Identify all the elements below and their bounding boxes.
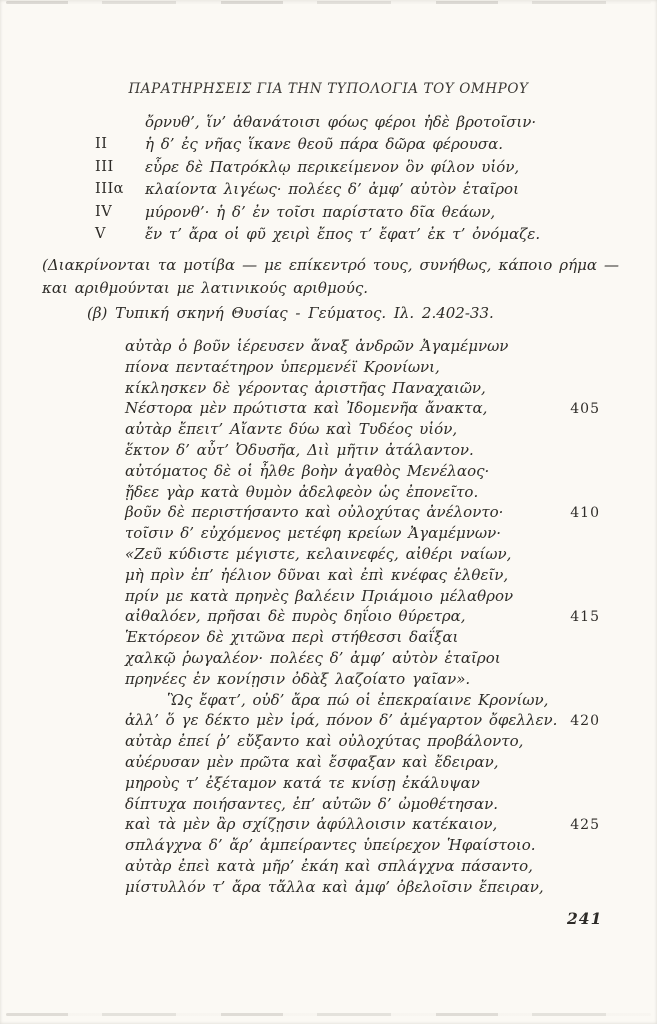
- verse-text: ἀλλ’ ὅ γε δέκτο μὲν ἱρά, πόνον δ’ ἀμέγαρτον ὄφελλεν.: [125, 711, 558, 730]
- verse-text: τοῖσιν δ’ εὐχόμενος μετέφη κρείων Ἀγαμέμνων·: [125, 524, 502, 543]
- verse-line: [125, 648, 600, 669]
- motif-verse-row: [95, 178, 595, 200]
- verse-line: [125, 773, 600, 794]
- motif-verse-text: εὗρε δὲ Πατρόκλῳ περικείμενον ὃν φίλον υἱόν,: [145, 157, 520, 176]
- verse-line: [125, 398, 600, 419]
- editorial-note: (Διακρίνονται τα μοτίβα — με επίκεντρό τους, συνήθως, κάποιο ρήμα — και αριθμούνται με λατινικούς αριθμούς.: [42, 256, 619, 297]
- verse-line: [125, 752, 600, 773]
- motif-label: III: [95, 158, 114, 175]
- verse-text: «Ζεῦ κύδιστε μέγιστε, κελαινεφές, αἰθέρι ναίων,: [125, 544, 512, 563]
- motif-label: [95, 111, 145, 133]
- verse-line: [125, 856, 600, 877]
- verse-text: σπλάγχνα δ’ ἄρ’ ἀμπείραντες ὑπείρεχον Ἡφαίστοιο.: [125, 836, 536, 855]
- motif-verse-block: [95, 111, 595, 245]
- verse-text: κίκλησκεν δὲ γέροντας ἀριστῆας Παναχαιῶν,: [125, 378, 486, 397]
- iliad-passage: [125, 336, 600, 898]
- motif-label: V: [95, 226, 106, 243]
- verse-line: [125, 606, 600, 627]
- verse-line-number: 405: [570, 401, 600, 418]
- verse-text: πρίν με κατὰ πρηνὲς βαλέειν Πριάμοιο μέλαθρον: [125, 586, 514, 605]
- verse-line: [125, 794, 600, 815]
- verse-line: [125, 523, 600, 544]
- verse-line: [125, 482, 600, 503]
- verse-text: πίονα πενταέτηρον ὑπερμενέϊ Κρονίωνι,: [125, 357, 440, 376]
- verse-text: βοῦν δὲ περιστήσαντο καὶ οὐλοχύτας ἀνέλοντο·: [125, 503, 504, 522]
- verse-line: [125, 835, 600, 856]
- motif-verse-row: [95, 111, 595, 133]
- verse-line-number: 425: [570, 817, 600, 834]
- verse-line: [125, 544, 600, 565]
- verse-line: [125, 731, 600, 752]
- verse-text: αὐέρυσαν μὲν πρῶτα καὶ ἔσφαξαν καὶ ἔδειραν,: [125, 752, 499, 771]
- motif-label: IIIα: [95, 181, 124, 198]
- verse-text: μηροὺς τ’ ἐξέταμον κατά τε κνίσῃ ἐκάλυψαν: [125, 773, 480, 792]
- verse-text: μίστυλλόν τ’ ἄρα τἄλλα καὶ ἀμφ’ ὀβελοῖσιν ἔπειραν,: [125, 877, 544, 896]
- verse-text: Ἑκτόρεον δὲ χιτῶνα περὶ στήθεσσι δαΐξαι: [125, 628, 459, 647]
- verse-text: καὶ τὰ μὲν ἂρ σχίζῃσιν ἀφύλλοισιν κατέκαιον,: [125, 815, 498, 834]
- motif-verse-text: ἡ δ’ ἐς νῆας ἵκανε θεοῦ πάρα δῶρα φέρουσα.: [145, 135, 504, 154]
- verse-text: πρηνέες ἐν κονίῃσιν ὀδὰξ λαζοίατο γαῖαν».: [125, 669, 471, 688]
- motif-verse-text: ὄρνυθ’, ἵν’ ἀθανάτοισι φόως φέροι ἠδὲ βροτοῖσιν·: [145, 113, 537, 131]
- verse-text: ἕκτον δ’ αὖτ’ Ὀδυσῆα, Διὶ μῆτιν ἀτάλαντον.: [125, 440, 474, 459]
- verse-line: [125, 502, 600, 523]
- running-header: ΠΑΡΑΤΗΡΗΣΕΙΣ ΓΙΑ ΤΗΝ ΤΥΠΟΛΟΓΙΑ ΤΟΥ ΟΜΗΡΟΥ: [128, 81, 529, 97]
- verse-line: [125, 627, 600, 648]
- verse-line: [125, 710, 600, 731]
- verse-line: [125, 461, 600, 482]
- verse-text: αἰθαλόεν, πρῆσαι δὲ πυρὸς δηΐοιο θύρετρα,: [125, 607, 466, 626]
- verse-line: [125, 814, 600, 835]
- motif-verse-text: ἔν τ’ ἄρα οἱ φῦ χειρὶ ἔπος τ’ ἔφατ’ ἐκ τ’ ὀνόμαζε.: [145, 225, 541, 244]
- verse-line-number: 410: [570, 505, 600, 522]
- verse-line: [125, 586, 600, 607]
- motif-label: II: [95, 136, 108, 153]
- verse-text: αὐτὰρ ὁ βοῦν ἱέρευσεν ἄναξ ἀνδρῶν Ἀγαμέμνων: [125, 337, 509, 355]
- scan-edge-bottom: [6, 1013, 651, 1016]
- verse-text: αὐτὰρ ἔπειτ’ Αἴαντε δύω καὶ Τυδέος υἱόν,: [125, 420, 458, 439]
- verse-text: δίπτυχα ποιήσαντες, ἐπ’ αὐτῶν δ’ ὠμοθέτησαν.: [125, 794, 499, 813]
- verse-line: [125, 669, 600, 690]
- motif-verse-row: [95, 223, 595, 245]
- verse-text: χαλκῷ ῥωγαλέον· πολέες δ’ ἀμφ’ αὐτὸν ἑταῖροι: [125, 648, 501, 667]
- verse-text: αὐτὰρ ἐπεί ῥ’ εὔξαντο καὶ οὐλοχύτας προβάλοντο,: [125, 732, 524, 751]
- verse-text: αὐτὰρ ἐπεὶ κατὰ μῆρ’ ἐκάη καὶ σπλάγχνα πάσαντο,: [125, 856, 533, 875]
- motif-verse-row: [95, 201, 595, 223]
- motif-verse-row: [95, 133, 595, 155]
- verse-line: [125, 690, 600, 711]
- motif-verse-row: [95, 156, 595, 178]
- page-number: 241: [567, 909, 603, 928]
- verse-line-number: 420: [570, 713, 600, 730]
- motif-verse-text: κλαίοντα λιγέως· πολέες δ’ ἀμφ’ αὐτὸν ἑταῖροι: [145, 180, 519, 199]
- motif-verse-text: μύρονθ’· ἡ δ’ ἐν τοῖσι παρίστατο δῖα θεάων,: [145, 202, 496, 221]
- verse-text: Ὣς ἔφατ’, οὐδ’ ἄρα πώ οἱ ἐπεκραίαινε Κρονίων,: [167, 690, 549, 709]
- verse-line: [125, 336, 600, 357]
- verse-line: [125, 440, 600, 461]
- verse-text: αὐτόματος δὲ οἱ ἦλθε βοὴν ἀγαθὸς Μενέλαος·: [125, 461, 490, 480]
- verse-text: Νέστορα μὲν πρώτιστα καὶ Ἰδομενῆα ἄνακτα,: [125, 399, 488, 418]
- verse-line: [125, 419, 600, 440]
- scan-edge-top: [6, 1, 651, 4]
- verse-line-number: 415: [570, 609, 600, 626]
- verse-text: μὴ πρὶν ἐπ’ ἠέλιον δῦναι καὶ ἐπὶ κνέφας ἐλθεῖν,: [125, 565, 509, 584]
- verse-line: [125, 378, 600, 399]
- verse-line: [125, 877, 600, 898]
- verse-text: ᾔδεε γὰρ κατὰ θυμὸν ἀδελφεὸν ὡς ἐπονεῖτο.: [125, 482, 479, 501]
- verse-line: [125, 565, 600, 586]
- motif-label: IV: [95, 203, 113, 220]
- verse-line: [125, 357, 600, 378]
- section-heading: (β) Τυπική σκηνή Θυσίας - Γεύματος. Ιλ. 2.402-33.: [87, 304, 494, 322]
